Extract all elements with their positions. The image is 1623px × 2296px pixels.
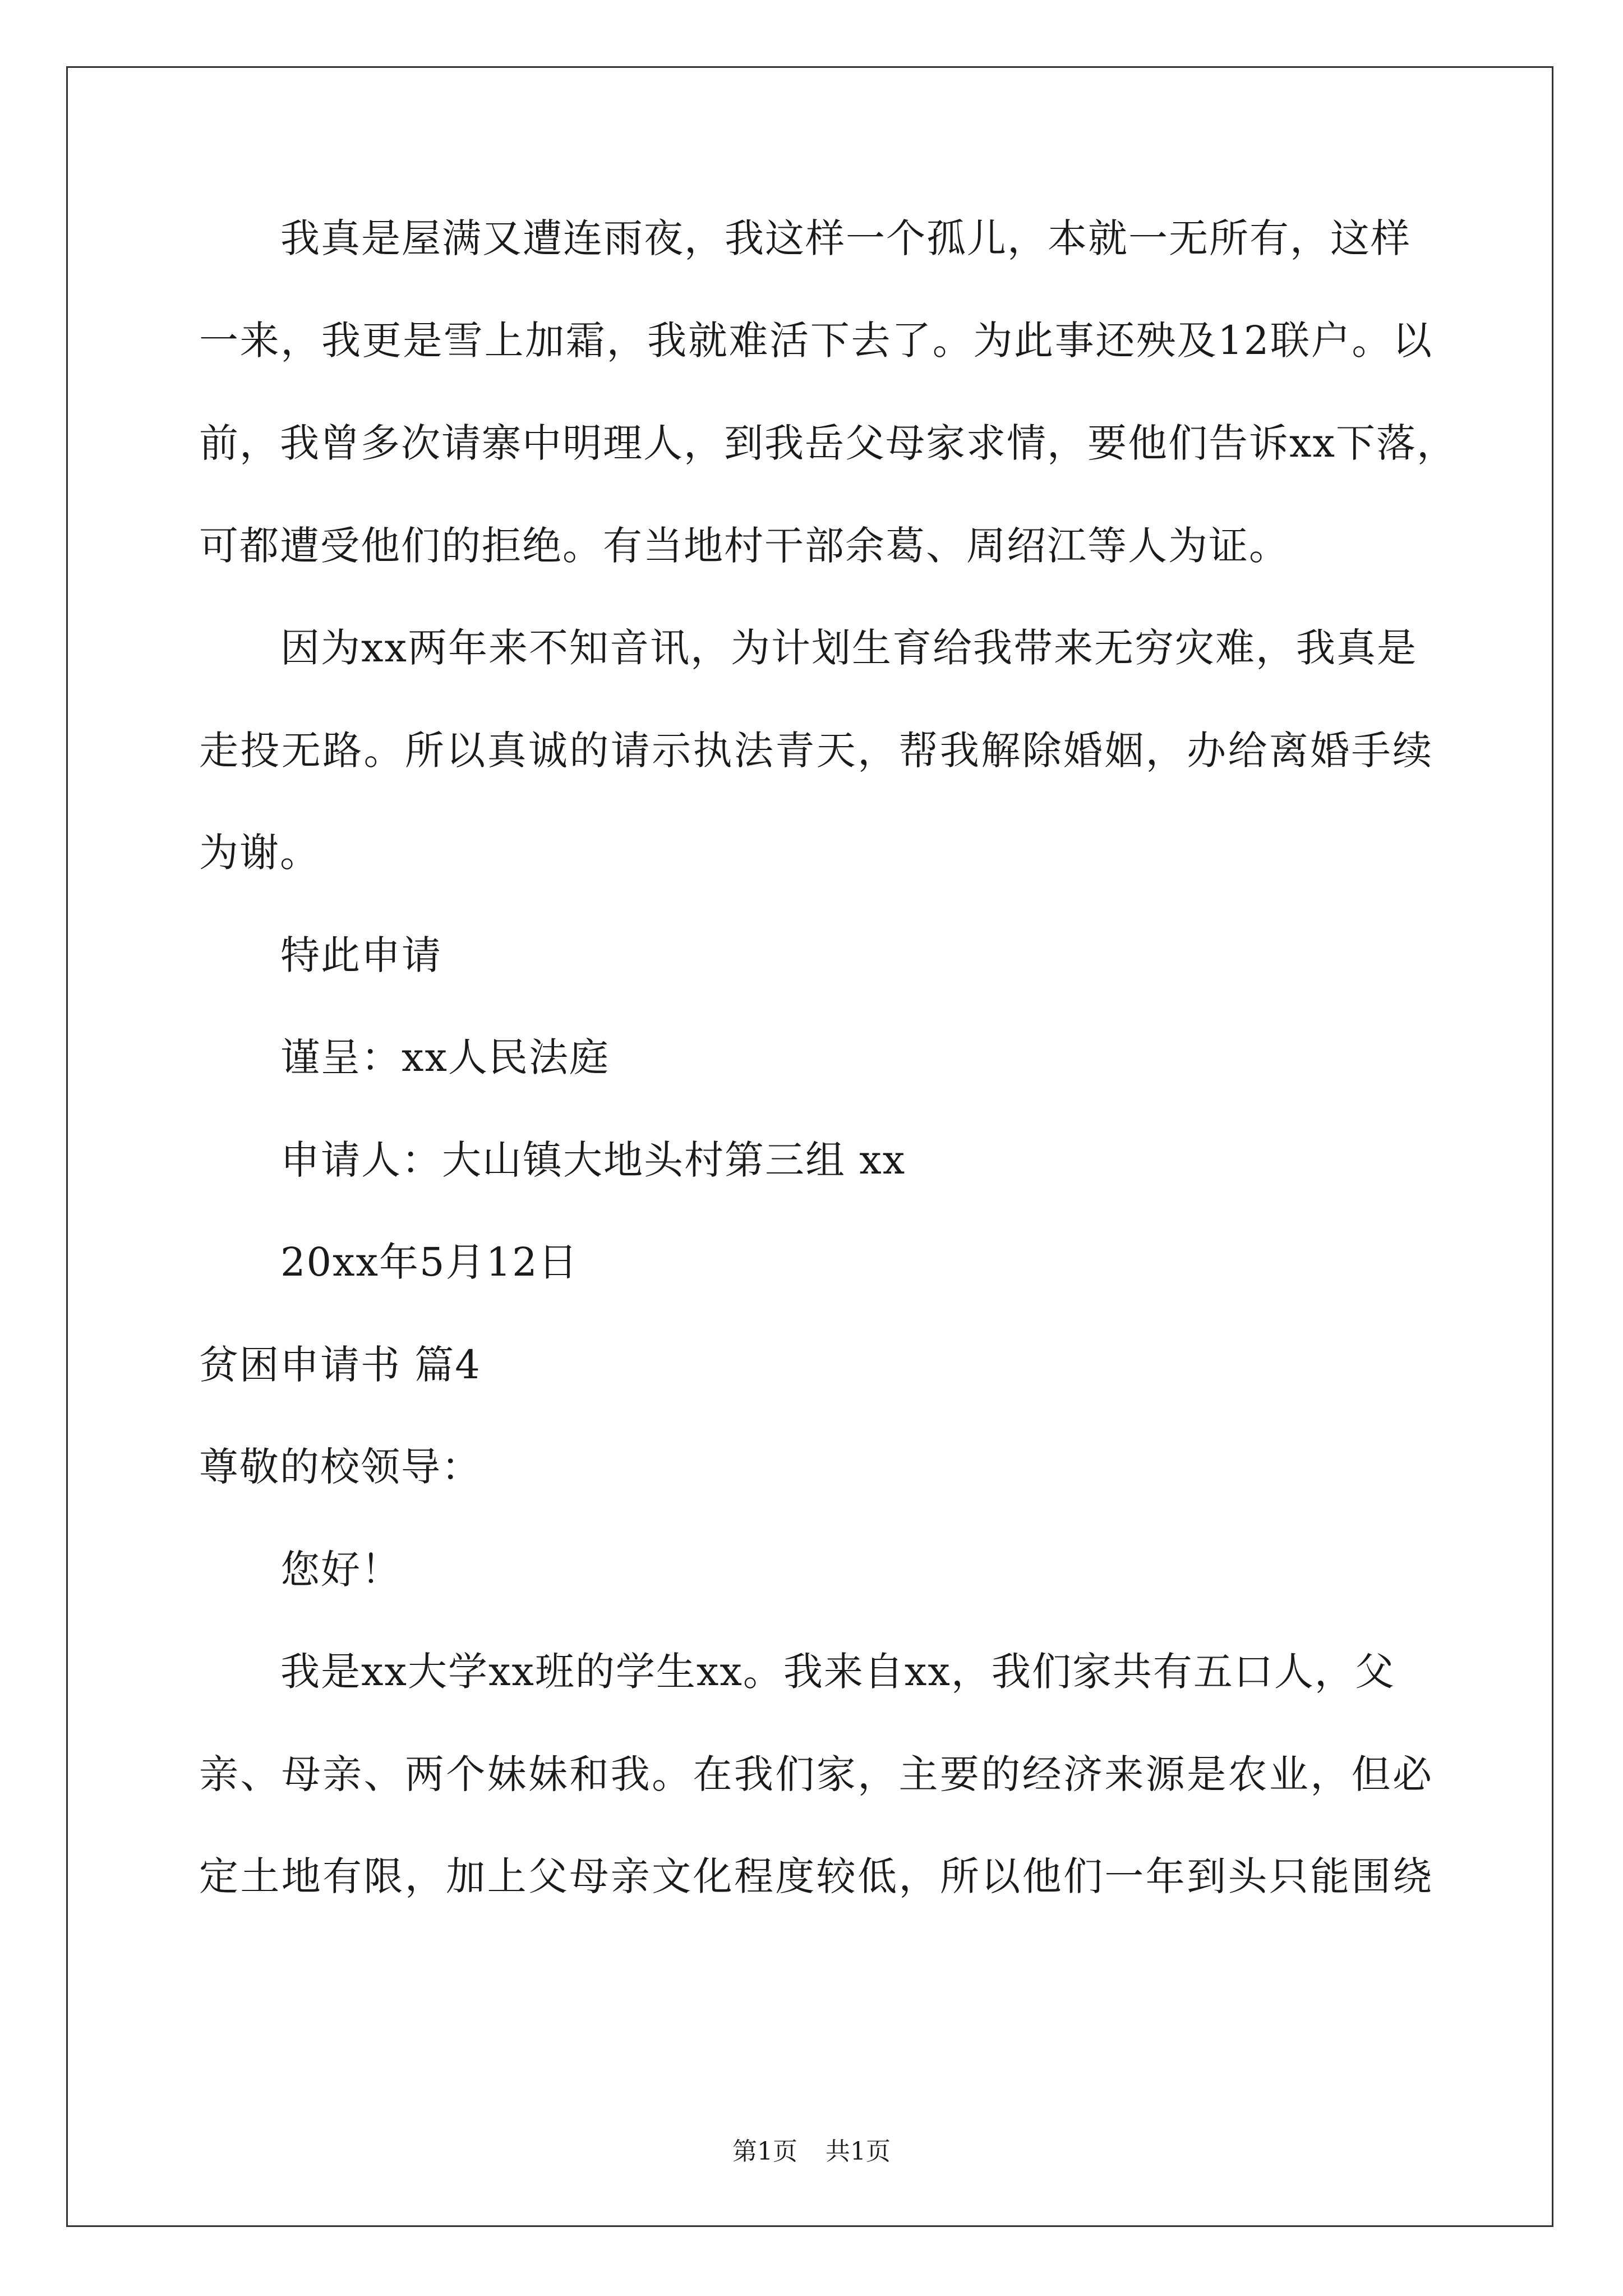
paragraph-line: 因为xx两年来不知音讯，为计划生育给我带来无穷灾难，我真是 (280, 625, 1417, 671)
paragraph-line: 我真是屋满又遭连雨夜，我这样一个孤儿，本就一无所有，这样 (280, 215, 1411, 261)
paragraph-line: 定土地有限，加上父母亲文化程度较低，所以他们一年到头只能围绕 (199, 1853, 1433, 1899)
closing-line: 特此申请 (280, 932, 442, 978)
paragraph-line: 为谢。 (199, 830, 320, 876)
greeting: 您好！ (280, 1547, 402, 1593)
applicant-line: 申请人：大山镇大地头村第三组 xx (280, 1137, 906, 1183)
paragraph-line: 可都遭受他们的拒绝。有当地村干部余葛、周绍江等人为证。 (199, 523, 1289, 569)
paragraph-line: 我是xx大学xx班的学生xx。我来自xx，我们家共有五口人，父 (280, 1649, 1395, 1695)
date-line: 20xx年5月12日 (280, 1239, 579, 1285)
page-total: 共1页 (826, 2137, 891, 2166)
page-footer (0, 2136, 1623, 2168)
paragraph-line: 一来，我更是雪上加霜，我就难活下去了。为此事还殃及12联户。以 (199, 318, 1433, 364)
paragraph-line: 前，我曾多次请寨中明理人，到我岳父母家求情，要他们告诉xx下落， (199, 420, 1457, 466)
salutation: 尊敬的校领导： (199, 1444, 482, 1490)
section-title: 贫困申请书 篇4 (199, 1342, 481, 1388)
paragraph-line: 亲、母亲、两个妹妹和我。在我们家，主要的经济来源是农业，但必 (199, 1751, 1433, 1797)
recipient-line: 谨呈：xx人民法庭 (280, 1034, 610, 1080)
paragraph-line: 走投无路。所以真诚的请示执法青天，帮我解除婚姻，办给离婚手续 (199, 728, 1433, 774)
page-number: 第1页 (732, 2137, 797, 2166)
